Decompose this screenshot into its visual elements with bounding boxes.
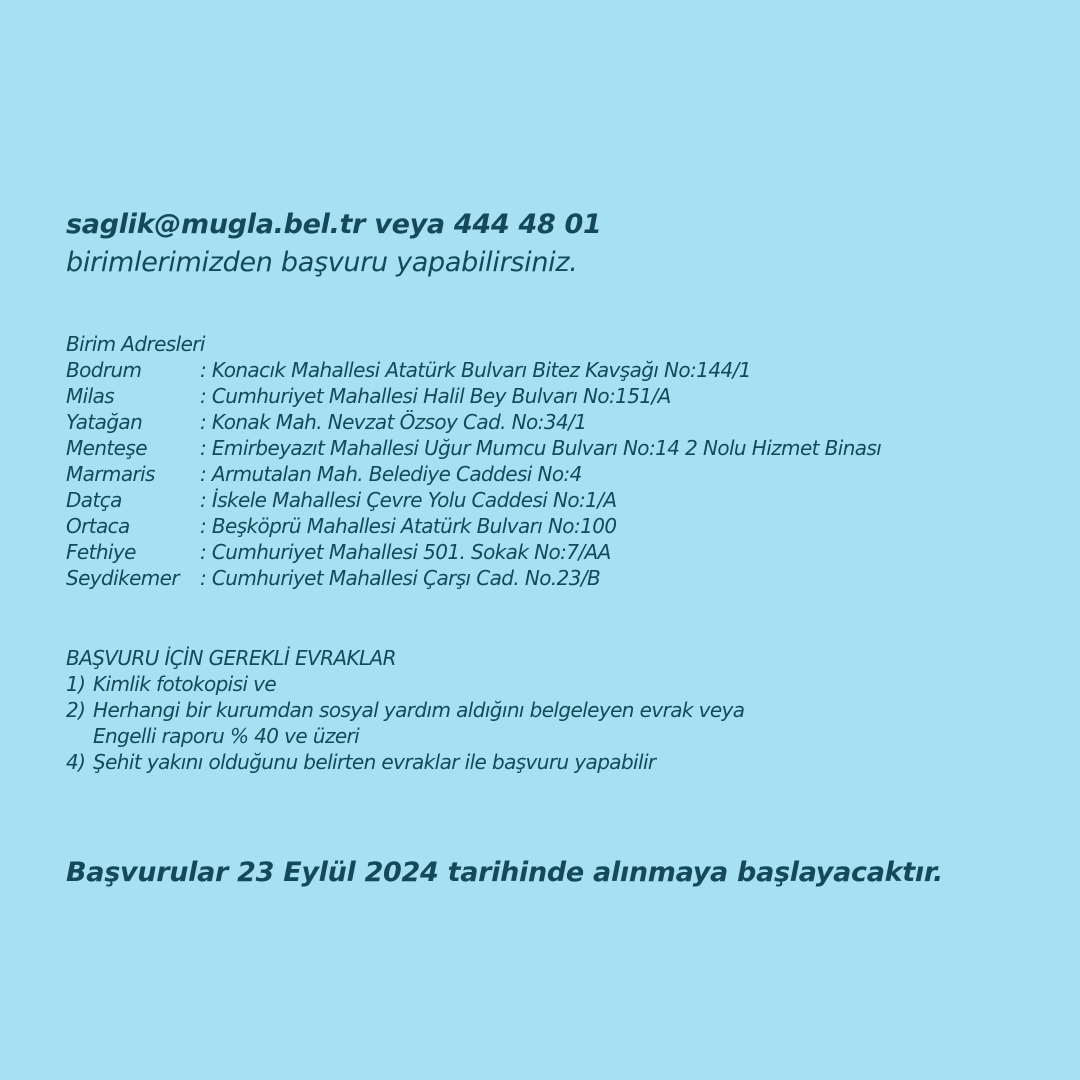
address-row [66,487,881,513]
contact-block [66,206,602,282]
address-city: Seydikemer [66,566,179,590]
document-number: 1) [66,672,86,696]
address-row [66,513,881,539]
unit-addresses [66,331,881,591]
address-city: Bodrum [66,358,142,382]
addresses-heading: Birim Adresleri [66,332,205,356]
address-text: : Armutalan Mah. Belediye Caddesi No:4 [200,462,582,486]
application-date-notice: Başvurular 23 Eylül 2024 tarihinde alınmaya başlayacaktır. [66,857,943,888]
document-continuation: Engelli raporu % 40 ve üzeri [93,724,360,748]
address-text: : Konacık Mahallesi Atatürk Bulvarı Bitez Kavşağı No:144/1 [200,358,751,382]
address-row [66,435,881,461]
contact-line: saglik@mugla.bel.tr veya 444 48 01 [66,209,602,240]
address-row [66,357,881,383]
address-row [66,409,881,435]
document-item [66,697,744,723]
required-documents [66,645,744,775]
address-row [66,539,881,565]
address-row [66,565,881,591]
address-row [66,461,881,487]
address-city: Datça [66,488,122,512]
contact-subline: birimlerimizden başvuru yapabilirsiniz. [66,247,578,278]
document-text: Kimlik fotokopisi ve [93,672,277,696]
address-city: Marmaris [66,462,155,486]
document-number: 2) [66,698,86,722]
address-text: : Konak Mah. Nevzat Özsoy Cad. No:34/1 [200,410,587,434]
address-row [66,383,881,409]
address-text: : Beşköprü Mahallesi Atatürk Bulvarı No:100 [200,514,617,538]
address-text: : İskele Mahallesi Çevre Yolu Caddesi No:1/A [200,488,617,512]
address-text: : Cumhuriyet Mahallesi 501. Sokak No:7/AA [200,540,611,564]
document-item [66,671,744,697]
address-city: Yatağan [66,410,143,434]
address-text: : Cumhuriyet Mahallesi Halil Bey Bulvarı No:151/A [200,384,671,408]
document-number: 4) [66,750,86,774]
address-text: : Cumhuriyet Mahallesi Çarşı Cad. No.23/B [200,566,601,590]
address-city: Menteşe [66,436,147,460]
address-city: Milas [66,384,115,408]
address-city: Ortaca [66,514,130,538]
document-item [66,749,744,775]
address-text: : Emirbeyazıt Mahallesi Uğur Mumcu Bulvarı No:14 2 Nolu Hizmet Binası [200,436,882,460]
address-city: Fethiye [66,540,136,564]
document-text: Herhangi bir kurumdan sosyal yardım aldığını belgeleyen evrak veya [93,698,745,722]
documents-heading: BAŞVURU İÇİN GEREKLİ EVRAKLAR [66,646,396,670]
document-text: Şehit yakını olduğunu belirten evraklar ile başvuru yapabilir [93,750,656,774]
